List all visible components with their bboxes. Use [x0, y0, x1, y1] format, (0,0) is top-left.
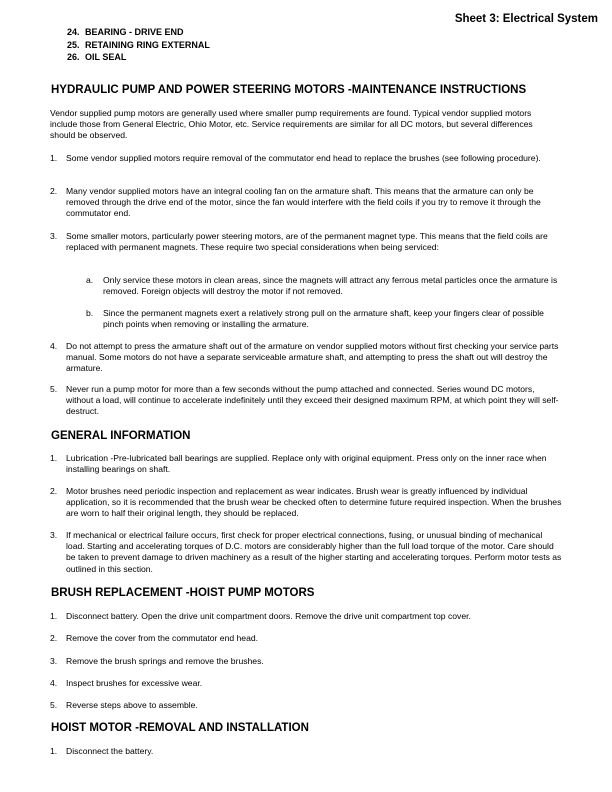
part-item: 25. RETAINING RING EXTERNAL [67, 39, 210, 50]
list-item: 4. Do not attempt to press the armature shaft out of the armature on vendor supplied motors without first checking your service parts manual. Some motors do not have a separate serviceable armature shaft, and attempting to press the shaft out will destroy the armature. [50, 341, 559, 374]
list-item: 5. Never run a pump motor for more than a few seconds without the pump attached and connected. Series wound DC motors, without a load, will continue to accelerate indefinitely until they exceed their designed maximum RPM, at which point they will self-destruct. [50, 384, 559, 417]
section-title-brush: BRUSH REPLACEMENT -HOIST PUMP MOTORS [51, 587, 315, 599]
sheet-header: Sheet 3: Electrical System [454, 13, 598, 25]
parts-list [67, 26, 210, 64]
list-item: 1. Disconnect battery. Open the drive unit compartment doors. Remove the drive unit compartment top cover. [50, 611, 471, 621]
list-item: 3. If mechanical or electrical failure occurs, first check for proper electrical connections, fusing, or unusual binding of mechanical load. Starting and accelerating torques of D.C. motors are considerably higher than the full load torque of the motor. Care should be taken to prevent damage to driven machinery as a result of the higher starting and accelerating torques. Perform motor tests as outlined in this section. [50, 530, 562, 574]
part-item: 26. OIL SEAL [67, 52, 127, 62]
sub-item: b. Since the permanent magnets exert a relatively strong pull on the armature shaft, keep your fingers clear of possible pinch points when removing or installing the armature. [86, 308, 544, 330]
section-title-general: GENERAL INFORMATION [51, 430, 191, 442]
section-title-hydraulic: HYDRAULIC PUMP AND POWER STEERING MOTORS -MAINTENANCE INSTRUCTIONS [51, 84, 527, 96]
list-item: 2. Remove the cover from the commutator end head. [50, 633, 259, 643]
sub-item: a. Only service these motors in clean areas, since the magnets will attract any ferrous metal particles once the armature is removed. Foreign objects will destroy the motor if not removed. [86, 275, 558, 297]
part-item: 24. BEARING - DRIVE END [67, 27, 184, 37]
list-item: 4. Inspect brushes for excessive wear. [50, 678, 203, 688]
list-item: 1. Disconnect the battery. [50, 746, 154, 756]
list-item: 3. Remove the brush springs and remove the brushes. [50, 656, 264, 666]
list-item: 2. Many vendor supplied motors have an integral cooling fan on the armature shaft. This means that the armature can only be removed through the drive end of the motor, since the fan would interfere with the field coils if you try to remove it through the commutator end. [50, 186, 541, 219]
list-item: 3. Some smaller motors, particularly power steering motors, are of the permanent magnet type. This means that the field coils are replaced with permanent magnets. These require two special considerations when being serviced: [50, 231, 548, 253]
section-intro: Vendor supplied pump motors are generally used where smaller pump requirements are found. Typical vendor supplied motors include those from General Electric, Ohio Motor, etc. Service requirements are similar for all DC motors, but several differences should be observed. [50, 108, 533, 141]
list-item: 5. Reverse steps above to assemble. [50, 700, 198, 710]
list-item: 1. Lubrication -Pre-lubricated ball bearings are supplied. Replace only with original equipment. Press only on the inner race when installing bearings on shaft. [50, 453, 547, 475]
list-item: 1. Some vendor supplied motors require removal of the commutator end head to replace the brushes (see following procedure). [50, 153, 541, 163]
section-title-hoist-motor: HOIST MOTOR -REMOVAL AND INSTALLATION [51, 722, 309, 734]
list-item: 2. Motor brushes need periodic inspection and replacement as wear indicates. Brush wear is greatly influenced by individual application, so it is recommended that the brush wear be checked often to determine future required inspection. When the brushes are worn to half their original length, they should be replaced. [50, 486, 562, 519]
